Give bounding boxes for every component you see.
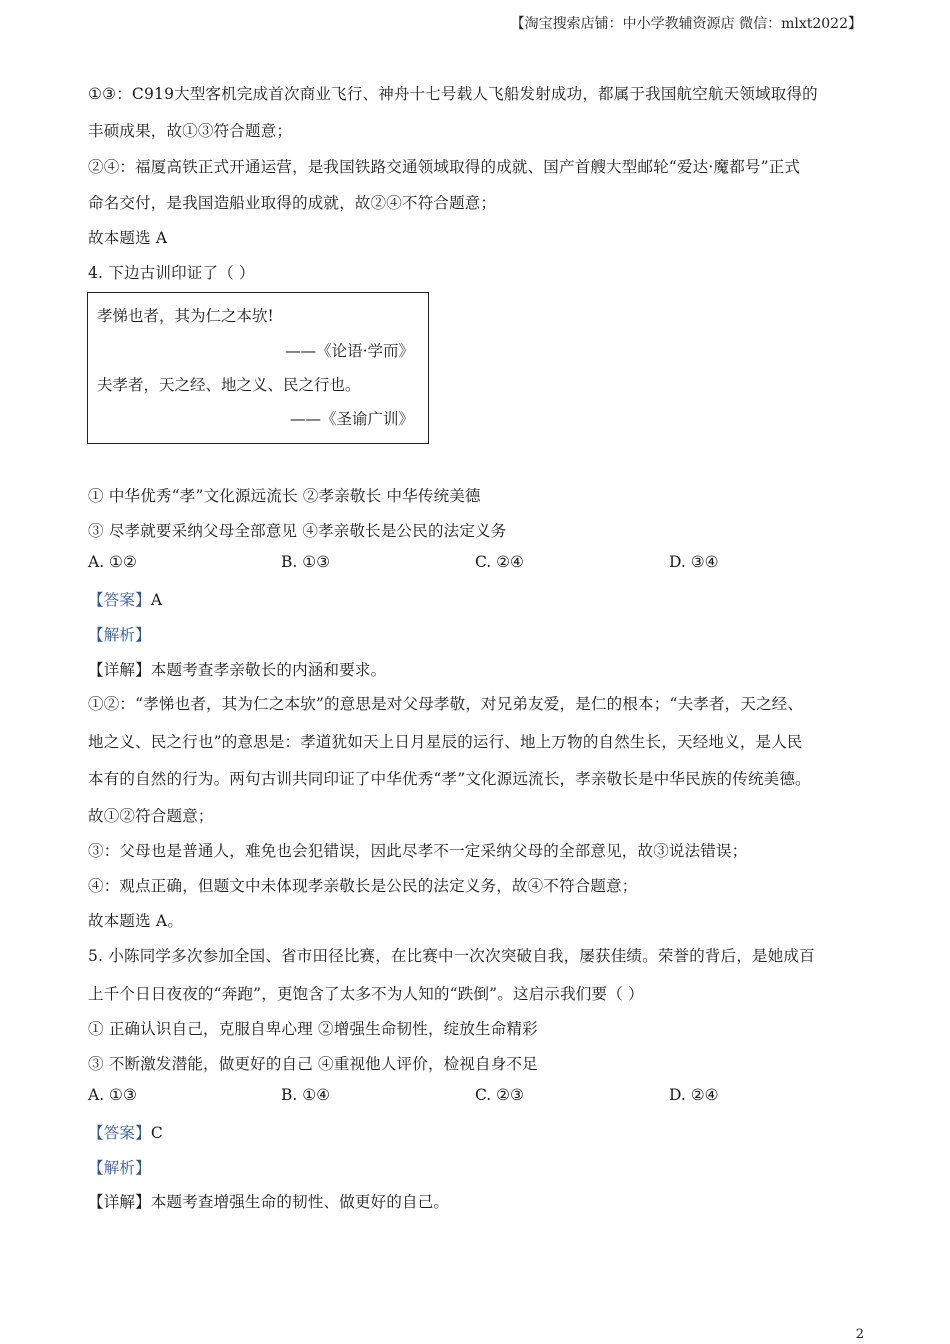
question-5-stem: 5. 小陈同学多次参加全国、省市田径比赛，在比赛中一次次突破自我，屡获佳绩。荣誉的背后，是她成百: [88, 947, 815, 965]
analysis-tag: 【解析】: [88, 1159, 151, 1177]
option-a: A. ①②: [88, 553, 137, 571]
statement-line: ① 中华优秀“孝”文化源远流长 ②孝亲敬长 中华传统美德: [88, 487, 481, 505]
answer-line: [88, 588, 162, 610]
page-number: 2: [855, 1327, 864, 1342]
explanation-line: 故①②符合题意；: [88, 807, 214, 825]
answer-tag: 【答案】: [88, 1124, 151, 1142]
quote-source: ——《圣谕广训》: [289, 410, 414, 428]
quote-text: 夫孝者，天之经、地之义、民之行也。: [97, 376, 361, 394]
option-d: D. ③④: [669, 553, 719, 571]
explanation-line: ③：父母也是普通人，难免也会犯错误，因此尽孝不一定采纳父母的全部意见，故③说法错误；: [88, 842, 748, 860]
explanation-line: 故本题选 A。: [88, 912, 184, 930]
text-line: 命名交付，是我国造船业取得的成就，故②④不符合题意；: [88, 194, 497, 212]
text-line: 丰硕成果，故①③符合题意；: [88, 122, 293, 140]
detail-text: 本题考查增强生命的韧性、做更好的自己。: [150, 1193, 450, 1211]
statement-line: ① 正确认识自己，克服自卑心理 ②增强生命韧性，绽放生命精彩: [88, 1020, 538, 1038]
page-header: 【淘宝搜索店铺：中小学教辅资源店 微信：mlxt2022】: [510, 16, 862, 32]
option-b: B. ①③: [281, 553, 331, 571]
explanation-line: 地之义、民之行也”的意思是：孝道犹如天上日月星辰的运行、地上万物的自然生长，天经地义，是人民: [88, 733, 803, 751]
text-line: ②④：福厦高铁正式开通运营，是我国铁路交通领域取得的成就、国产首艘大型邮轮“爱达·魔都号”正式: [88, 158, 801, 176]
detail-line: [88, 1190, 449, 1212]
analysis-tag: 【解析】: [88, 626, 151, 644]
option-a: A. ①③: [88, 1086, 137, 1104]
text-line: 故本题选 A: [88, 229, 168, 247]
answer-tag: 【答案】: [88, 591, 151, 609]
text-line: ①③：C919大型客机完成首次商业飞行、神舟十七号载人飞船发射成功，都属于我国航空航天领域取得的: [88, 85, 818, 103]
statement-line: ③ 不断激发潜能，做更好的自己 ④重视他人评价，检视自身不足: [88, 1055, 538, 1073]
detail-line: [88, 658, 386, 680]
detail-text: 本题考查孝亲敬长的内涵和要求。: [150, 661, 387, 679]
quote-source: ——《论语·学而》: [285, 342, 414, 360]
answer-value: A: [150, 591, 163, 609]
explanation-line: ④：观点正确，但题文中未体现孝亲敬长是公民的法定义务，故④不符合题意；: [88, 877, 638, 895]
quote-text: 孝悌也者，其为仁之本欤!: [97, 307, 274, 325]
explanation-line: 本有的自然的行为。两句古训共同印证了中华优秀“孝”文化源远流长，孝亲敬长是中华民族的传统美德。: [88, 770, 811, 788]
statement-line: ③ 尽孝就要采纳父母全部意见 ④孝亲敬长是公民的法定义务: [88, 522, 507, 540]
option-b: B. ①④: [281, 1086, 331, 1104]
quote-box: [87, 292, 429, 444]
detail-tag: 【详解】: [88, 1193, 151, 1211]
explanation-line: ①②：“孝悌也者，其为仁之本欤”的意思是对父母孝敬，对兄弟友爱，是仁的根本；“夫孝者，天之经、: [88, 695, 804, 713]
option-c: C. ②③: [475, 1086, 524, 1104]
option-d: D. ②④: [669, 1086, 719, 1104]
question-5-stem: 上千个日日夜夜的“奔跑”，更饱含了太多不为人知的“跌倒”。这启示我们要（ ）: [88, 985, 644, 1003]
option-c: C. ②④: [475, 553, 524, 571]
question-4-stem: 4. 下边古训印证了（ ）: [88, 264, 255, 282]
answer-value: C: [150, 1124, 163, 1142]
detail-tag: 【详解】: [88, 661, 151, 679]
answer-line: [88, 1121, 163, 1143]
